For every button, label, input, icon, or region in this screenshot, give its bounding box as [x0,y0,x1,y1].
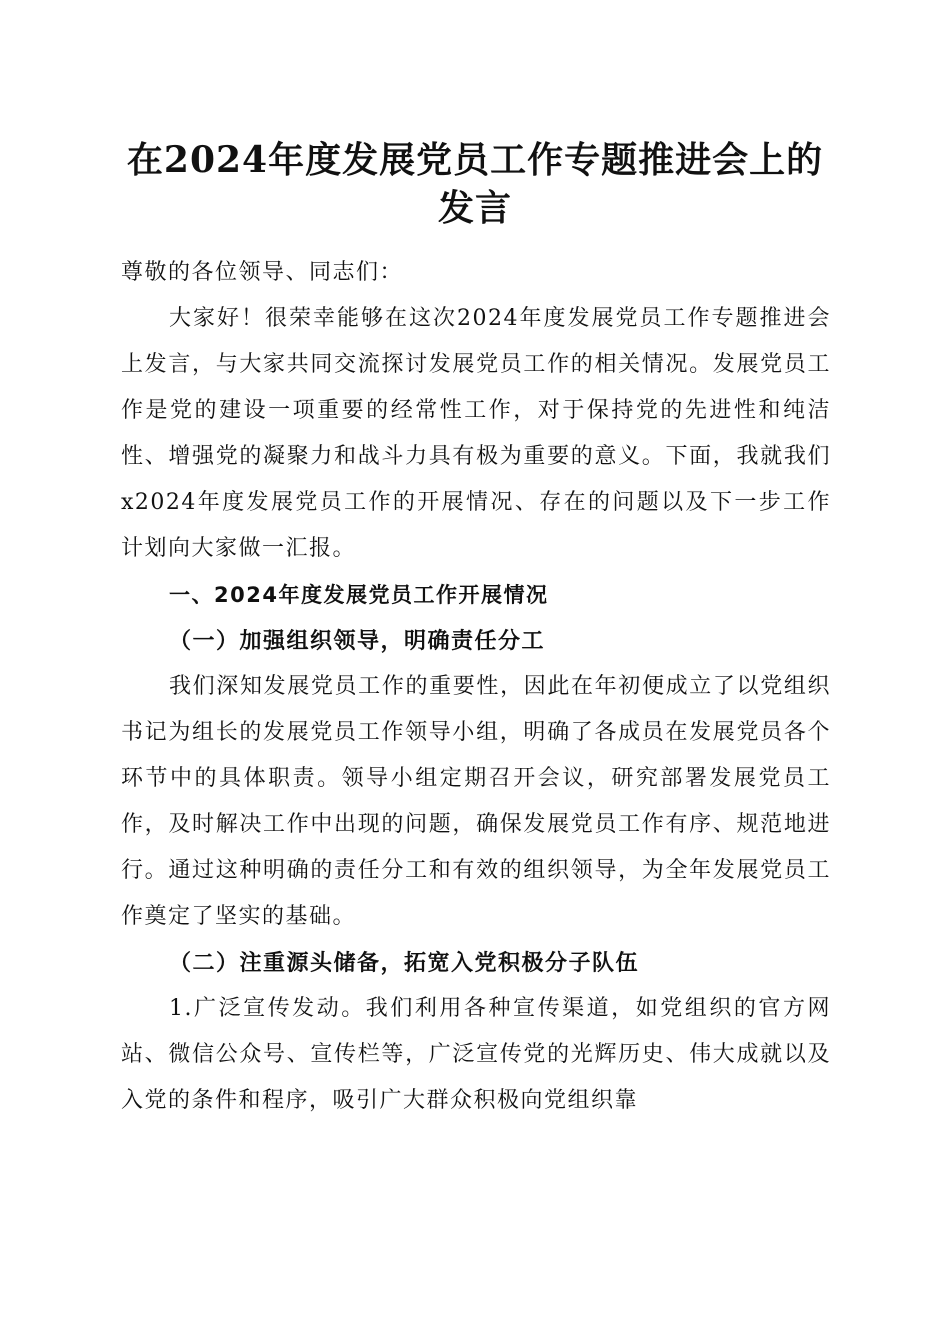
list-item-1: 1.广泛宣传发动。我们利用各种宣传渠道，如党组织的官方网站、微信公众号、宣传栏等，广泛宣传党的光辉历史、伟大成就以及入党的条件和程序，吸引广大群众积极向党组织靠 [121,996,831,1113]
subsection-heading-2: （二）注重源头储备，拓宽入党积极分子队伍 [169,950,640,976]
section-heading-1: 一、2024年度发展党员工作开展情况 [169,583,549,607]
document-title: 在2024年度发展党员工作专题推进会上的发言 [126,139,824,229]
salutation: 尊敬的各位领导、同志们： [121,260,404,285]
document-body [121,250,831,1124]
intro-paragraph: 大家好！很荣幸能够在这次2024年度发展党员工作专题推进会上发言，与大家共同交流探讨发展党员工作的相关情况。发展党员工作是党的建设一项重要的经常性工作，对于保持党的先进性和纯洁性、增强党的凝聚力和战斗力具有极为重要的意义。下面，我就我们x2024年度发展党员工作的开展情况、存在的问题以及下一步工作计划向大家做一汇报。 [121,306,831,561]
subsection-1-paragraph: 我们深知发展党员工作的重要性，因此在年初便成立了以党组织书记为组长的发展党员工作领导小组，明确了各成员在发展党员各个环节中的具体职责。领导小组定期召开会议，研究部署发展党员工作，及时解决工作中出现的问题，确保发展党员工作有序、规范地进行。通过这种明确的责任分工和有效的组织领导，为全年发展党员工作奠定了坚实的基础。 [121,674,831,929]
subsection-heading-1: （一）加强组织领导，明确责任分工 [169,628,546,654]
